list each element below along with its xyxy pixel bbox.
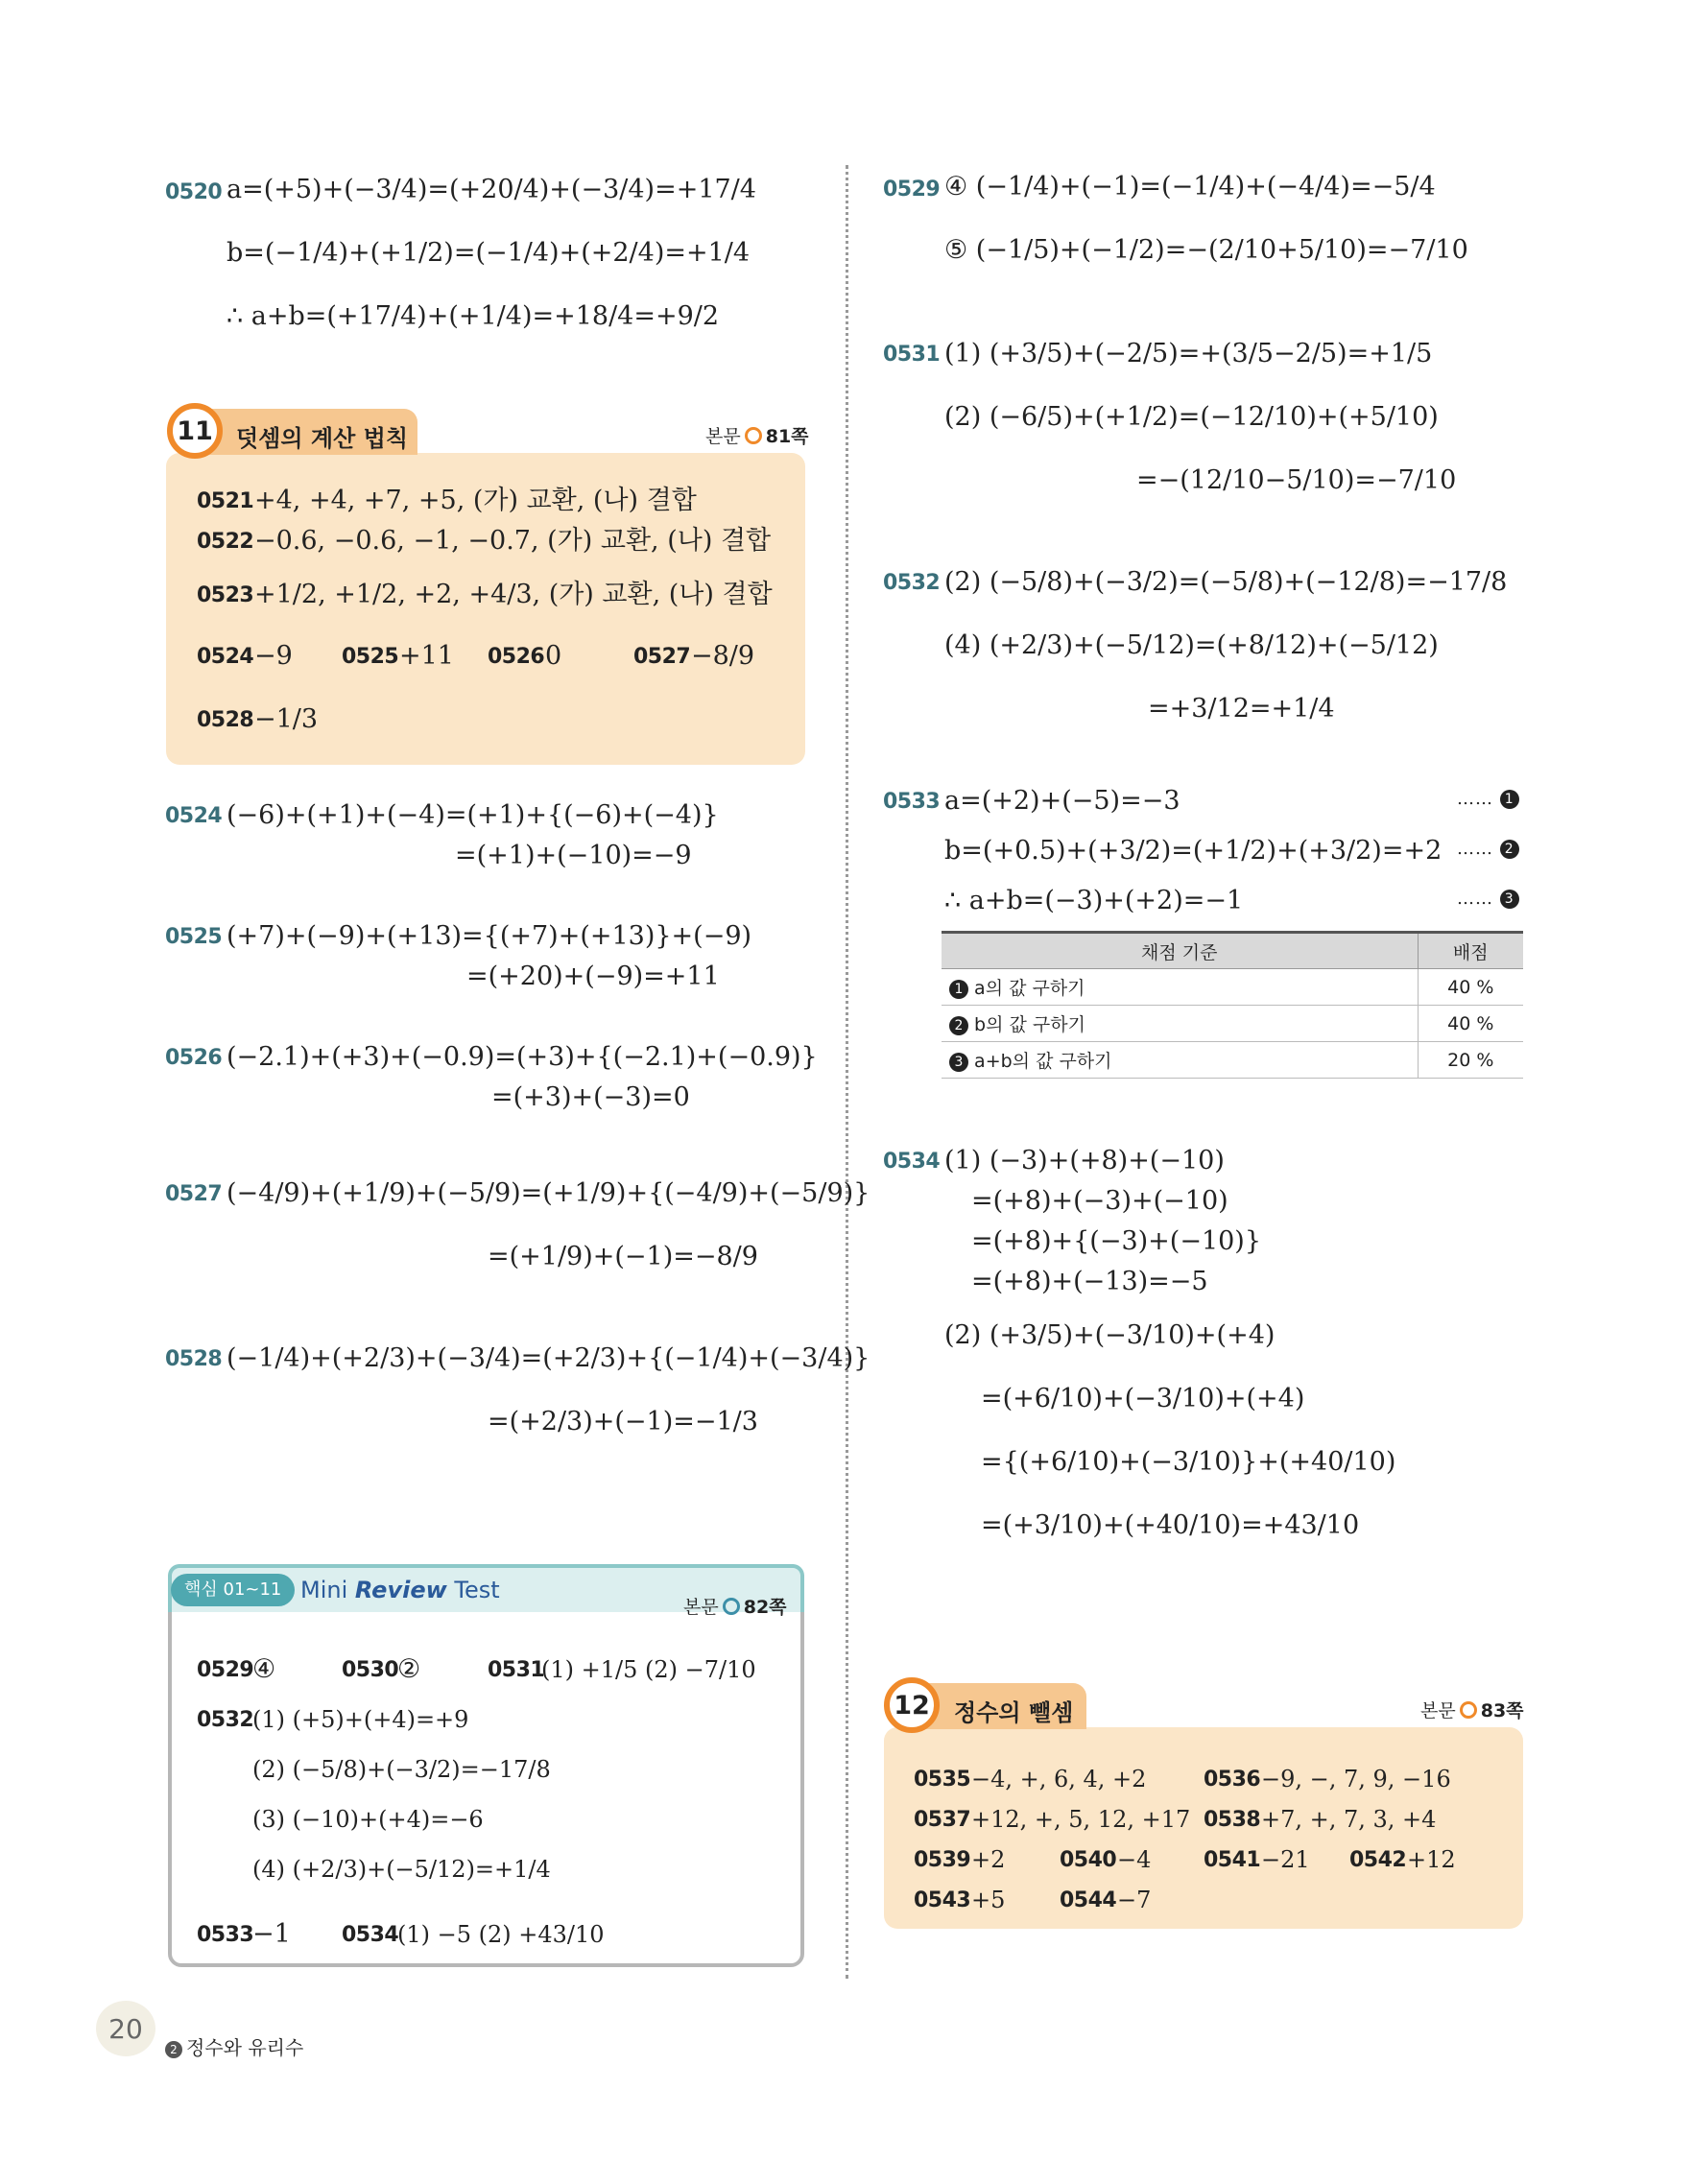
answer-text: +11 — [399, 641, 454, 671]
answer-number: 0536 — [1204, 1768, 1261, 1792]
answer-text: −4, +, 6, 4, +2 — [971, 1766, 1147, 1792]
problem-number: 0534 — [883, 1150, 941, 1174]
solution-line: =(+1)+(−10)=−9 — [455, 841, 692, 870]
answer-text: −4 — [1117, 1846, 1152, 1873]
score-marker: …… 1 — [1457, 789, 1519, 809]
answer-number: 0534 — [342, 1923, 399, 1947]
answer-number: 0523 — [197, 583, 254, 607]
answer-number: 0539 — [914, 1848, 971, 1872]
answer-text: +12 — [1407, 1846, 1456, 1873]
solution-line: =(+2/3)+(−1)=−1/3 — [488, 1407, 758, 1436]
solution-line: (1) (+3/5)+(−2/5)=+(3/5−2/5)=+1/5 — [944, 339, 1433, 368]
table-row: 3 a+b의 값 구하기 20 % — [942, 1042, 1523, 1079]
answer-text: −9 — [254, 641, 293, 671]
problem-number: 0524 — [165, 804, 223, 828]
answer-number: 0533 — [197, 1923, 254, 1947]
solution-line: =−(12/10−5/10)=−7/10 — [1136, 465, 1457, 495]
solution-line: =+3/12=+1/4 — [1148, 694, 1335, 724]
answer-number: 0541 — [1204, 1848, 1261, 1872]
section-title: 덧셈의 계산 법칙 — [236, 425, 408, 452]
problem-number: 0526 — [165, 1046, 223, 1070]
answer-text: −1/3 — [254, 704, 319, 734]
problem-number: 0529 — [883, 178, 941, 202]
table-row: 2 b의 값 구하기 40 % — [942, 1006, 1523, 1042]
section-badge: 11 — [167, 403, 223, 459]
solution-line: =(+8)+(−3)+(−10) — [971, 1186, 1228, 1216]
table-header: 채점 기준 — [942, 933, 1418, 969]
solution-line: (1) (−3)+(+8)+(−10) — [944, 1146, 1225, 1175]
circle-arrow-icon — [723, 1598, 740, 1615]
answer-text: (2) (−5/8)+(−3/2)=−17/8 — [252, 1756, 551, 1783]
answer-number: 0521 — [197, 489, 254, 513]
answer-text: −1 — [252, 1919, 291, 1949]
solution-line: (2) (−5/8)+(−3/2)=(−5/8)+(−12/8)=−17/8 — [944, 567, 1508, 597]
answer-text: +1/2, +1/2, +2, +4/3, (가) 교환, (나) 결합 — [254, 580, 773, 609]
answer-number: 0527 — [633, 645, 691, 669]
answer-text: (1) +1/5 (2) −7/10 — [541, 1656, 756, 1683]
solution-line: (2) (+3/5)+(−3/10)+(+4) — [944, 1320, 1276, 1350]
solution-line: (4) (+2/3)+(−5/12)=(+8/12)+(−5/12) — [944, 630, 1439, 660]
answer-text: +12, +, 5, 12, +17 — [971, 1806, 1191, 1833]
answer-text: +2 — [971, 1846, 1006, 1873]
solution-line: (−6)+(+1)+(−4)=(+1)+{(−6)+(−4)} — [227, 800, 719, 830]
solution-line: (+7)+(−9)+(+13)={(+7)+(+13)}+(−9) — [227, 921, 752, 951]
solution-line: b=(+0.5)+(+3/2)=(+1/2)+(+3/2)=+2 — [944, 836, 1443, 866]
answer-text: ④ — [252, 1654, 276, 1684]
solution-line: (−2.1)+(+3)+(−0.9)=(+3)+{(−2.1)+(−0.9)} — [227, 1042, 818, 1072]
circle-arrow-icon — [745, 427, 762, 444]
chapter-label: 2 정수와 유리수 — [165, 2032, 303, 2060]
answer-text: (1) (+5)+(+4)=+9 — [252, 1706, 469, 1733]
circle-arrow-icon — [1460, 1701, 1477, 1719]
answer-number: 0544 — [1060, 1888, 1117, 1912]
answer-number: 0537 — [914, 1808, 971, 1832]
grading-table — [942, 931, 1523, 1079]
answer-number: 0524 — [197, 645, 254, 669]
solution-line: (2) (−6/5)+(+1/2)=(−12/10)+(+5/10) — [944, 402, 1439, 432]
problem-number: 0531 — [883, 343, 941, 367]
solution-line: a=(+2)+(−5)=−3 — [944, 786, 1180, 816]
answer-number: 0522 — [197, 530, 254, 554]
solution-line: =(+3)+(−3)=0 — [491, 1082, 690, 1112]
solution-line: =(+20)+(−9)=+11 — [466, 961, 720, 991]
answer-text: +7, +, 7, 3, +4 — [1261, 1806, 1437, 1833]
solution-line: ⑤ (−1/5)+(−1/2)=−(2/10+5/10)=−7/10 — [944, 235, 1468, 265]
page-number: 20 — [96, 2001, 155, 2056]
answer-number: 0530 — [342, 1658, 399, 1682]
answer-text: +4, +4, +7, +5, (가) 교환, (나) 결합 — [254, 486, 697, 515]
score-marker: …… 3 — [1457, 889, 1519, 909]
answer-text: −7 — [1117, 1887, 1152, 1913]
answer-number: 0542 — [1349, 1848, 1407, 1872]
solution-line: ∴ a+b=(+17/4)+(+1/4)=+18/4=+9/2 — [227, 301, 720, 331]
solution-line: (−1/4)+(+2/3)+(−3/4)=(+2/3)+{(−1/4)+(−3/4)} — [227, 1343, 870, 1373]
solution-line: a=(+5)+(−3/4)=(+20/4)+(−3/4)=+17/4 — [227, 175, 756, 204]
answer-text: (1) −5 (2) +43/10 — [397, 1921, 605, 1948]
score-marker: …… 2 — [1457, 839, 1519, 859]
solution-line: b=(−1/4)+(+1/2)=(−1/4)+(+2/4)=+1/4 — [227, 238, 751, 268]
answer-number: 0532 — [197, 1708, 254, 1732]
answer-number: 0526 — [488, 645, 545, 669]
answer-text: (3) (−10)+(+4)=−6 — [252, 1806, 484, 1833]
answer-number: 0535 — [914, 1768, 971, 1792]
section-title: 정수의 뺄셈 — [954, 1699, 1074, 1726]
answer-text: −0.6, −0.6, −1, −0.7, (가) 교환, (나) 결합 — [254, 526, 772, 556]
answer-number: 0531 — [488, 1658, 545, 1682]
answer-text: +5 — [971, 1887, 1006, 1913]
solution-line: =(+6/10)+(−3/10)+(+4) — [981, 1384, 1305, 1413]
answer-text: 0 — [545, 641, 562, 671]
answer-text: (4) (+2/3)+(−5/12)=+1/4 — [252, 1856, 551, 1883]
solution-line: =(+8)+{(−3)+(−10)} — [971, 1226, 1262, 1256]
answer-number: 0529 — [197, 1658, 254, 1682]
page-reference: 본문 81쪽 — [705, 426, 809, 447]
problem-number: 0525 — [165, 925, 223, 949]
answer-number: 0528 — [197, 708, 254, 732]
page-reference: 본문 82쪽 — [683, 1597, 787, 1618]
problem-number: 0533 — [883, 790, 941, 814]
table-row: 1 a의 값 구하기 40 % — [942, 969, 1523, 1006]
solution-line: =(+1/9)+(−1)=−8/9 — [488, 1242, 758, 1271]
solution-line: ∴ a+b=(−3)+(+2)=−1 — [944, 886, 1244, 915]
answer-number: 0538 — [1204, 1808, 1261, 1832]
answer-number: 0543 — [914, 1888, 971, 1912]
answer-number: 0540 — [1060, 1848, 1117, 1872]
problem-number: 0528 — [165, 1347, 223, 1371]
solution-line: (−4/9)+(+1/9)+(−5/9)=(+1/9)+{(−4/9)+(−5/9)} — [227, 1178, 870, 1208]
column-divider — [846, 165, 848, 1979]
section-badge: 12 — [884, 1677, 940, 1733]
review-title: Mini Review Test — [300, 1577, 500, 1603]
problem-number: 0532 — [883, 571, 941, 595]
page-reference: 본문 83쪽 — [1420, 1700, 1524, 1721]
answer-text: −9, −, 7, 9, −16 — [1261, 1766, 1451, 1792]
problem-number: 0520 — [165, 180, 223, 204]
solution-line: ④ (−1/4)+(−1)=(−1/4)+(−4/4)=−5/4 — [944, 172, 1436, 202]
answer-text: −21 — [1261, 1846, 1310, 1873]
solution-line: =(+8)+(−13)=−5 — [971, 1267, 1208, 1296]
answer-text: −8/9 — [691, 641, 755, 671]
answer-number: 0525 — [342, 645, 399, 669]
problem-number: 0527 — [165, 1182, 223, 1206]
answer-text: ② — [397, 1654, 421, 1684]
table-header: 배점 — [1418, 933, 1523, 969]
solution-line: =(+3/10)+(+40/10)=+43/10 — [981, 1510, 1360, 1540]
review-pill: 핵심 01~11 — [171, 1574, 295, 1606]
solution-line: ={(+6/10)+(−3/10)}+(+40/10) — [981, 1447, 1396, 1477]
